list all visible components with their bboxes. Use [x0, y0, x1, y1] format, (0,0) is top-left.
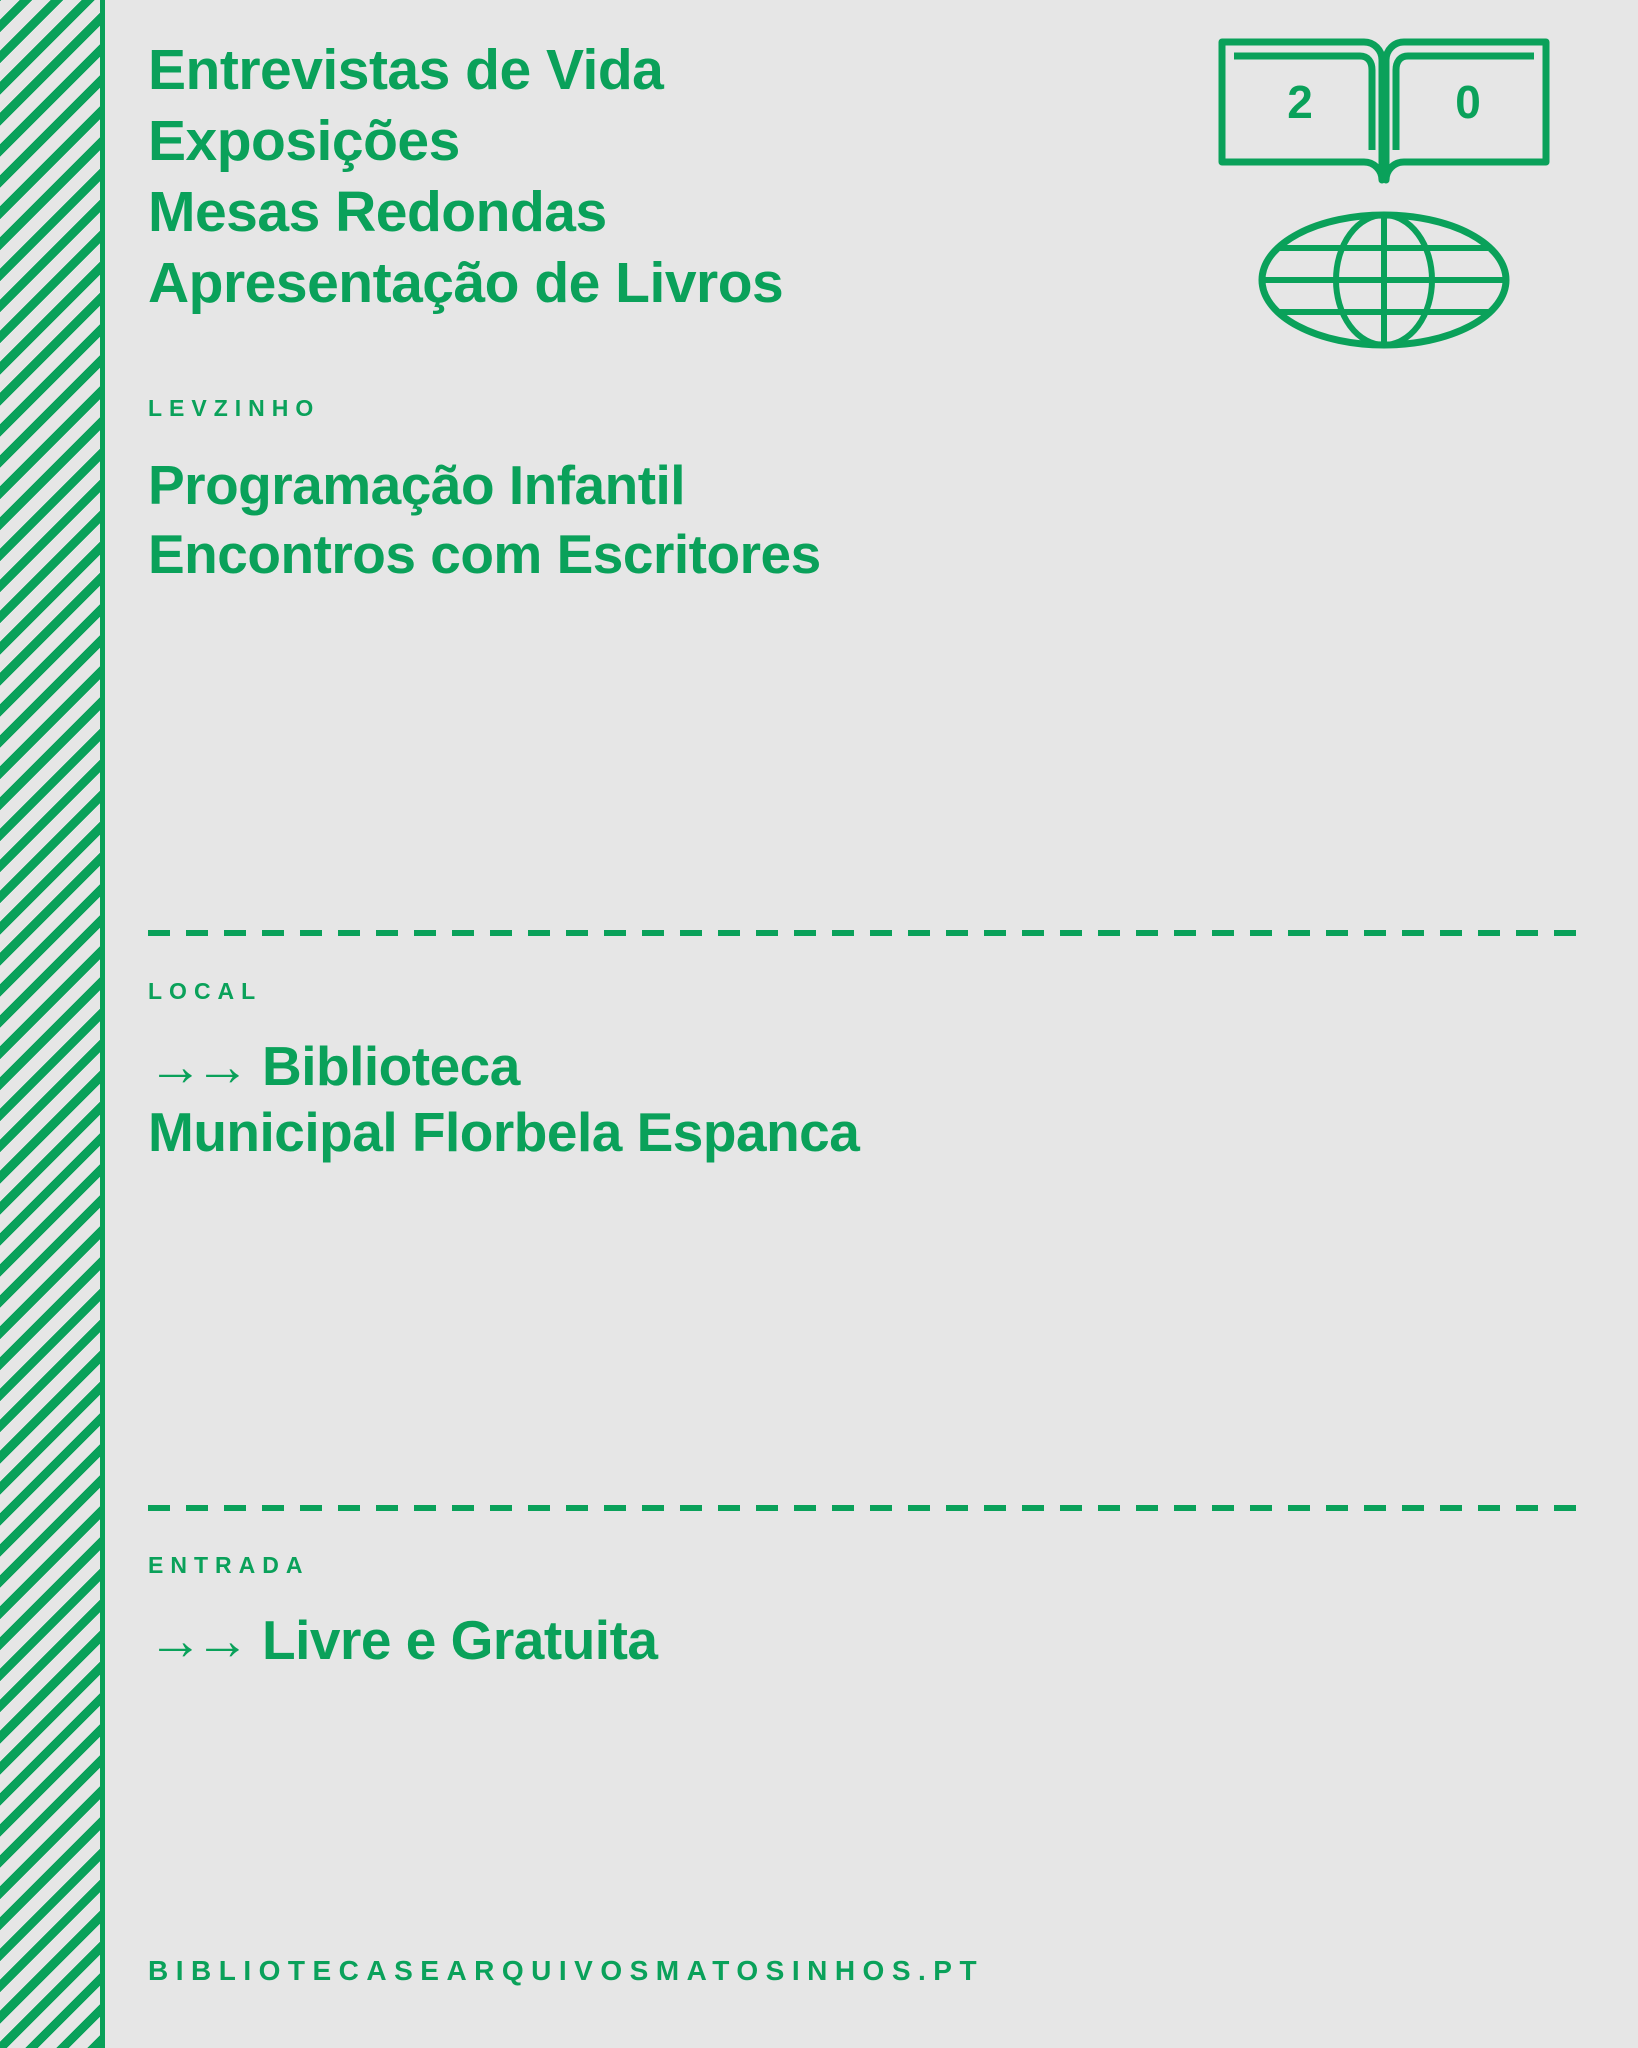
- headline-line-2: Exposições: [148, 109, 460, 173]
- svg-text:0: 0: [1455, 76, 1481, 128]
- footer-url: BIBLIOTECASEARQUIVOSMATOSINHOS.PT: [148, 1955, 985, 1986]
- levzinho-line-2: Encontros com Escritores: [148, 523, 821, 585]
- levzinho-line-1: Programação Infantil: [148, 454, 686, 516]
- divider-local: [148, 930, 1588, 936]
- local-venue-line-1: Biblioteca: [262, 1035, 520, 1097]
- arrow-icon: →→: [148, 1035, 242, 1097]
- local-label: LOCAL: [148, 978, 263, 1004]
- headline-line-1: Entrevistas de Vida: [148, 38, 664, 102]
- levzinho-block: [148, 454, 1148, 596]
- svg-text:2: 2: [1287, 76, 1313, 128]
- arrow-icon: →→: [148, 1609, 242, 1671]
- open-book-globe-icon: [1214, 30, 1554, 360]
- divider-entrada: [148, 1505, 1588, 1511]
- entrada-line-1: [148, 1609, 1448, 1671]
- local-line-1: [148, 1035, 1448, 1097]
- entrada-text: Livre e Gratuita: [262, 1609, 658, 1671]
- entrada-label: ENTRADA: [148, 1552, 310, 1578]
- headline-line-4: Apresentação de Livros: [148, 251, 784, 315]
- poster-content: [148, 0, 1598, 2048]
- diagonal-stripe-band: [0, 0, 100, 2048]
- levzinho-label: LEVZINHO: [148, 395, 321, 421]
- headline-line-3: Mesas Redondas: [148, 180, 607, 244]
- local-line-2: Municipal Florbela Espanca: [148, 1101, 860, 1164]
- headline-block: [148, 38, 1108, 326]
- entrada-value: [148, 1609, 1448, 1678]
- local-value: [148, 1035, 1448, 1170]
- vertical-rule: [100, 0, 105, 2048]
